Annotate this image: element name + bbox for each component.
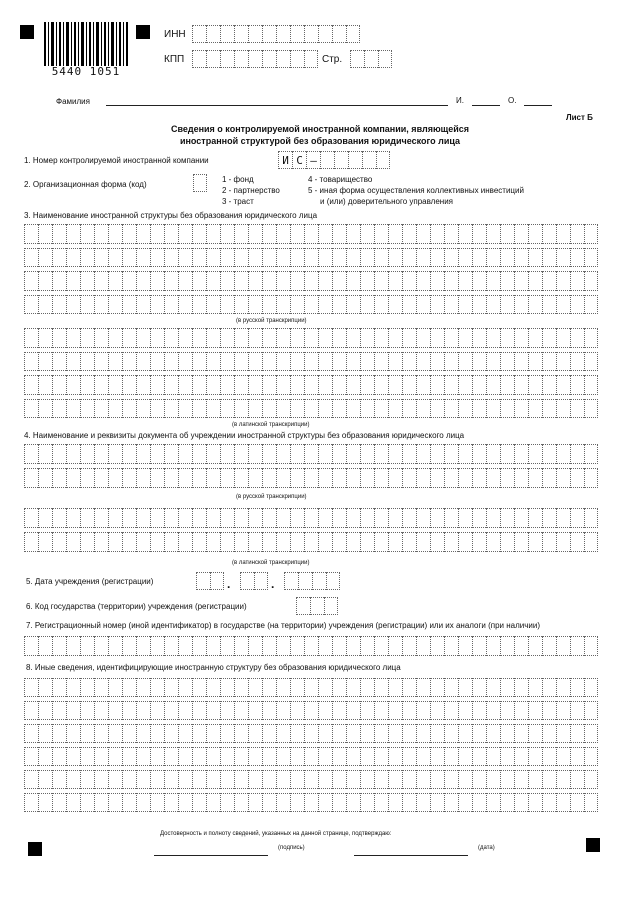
inn-cells[interactable]	[192, 25, 360, 43]
field4-ru-grid[interactable]	[24, 444, 600, 488]
field1-label: 1. Номер контролируемой иностранной компании	[24, 156, 209, 165]
field6-label: 6. Код государства (территории) учреждения (регистрации)	[26, 602, 247, 611]
field5-year-cells[interactable]	[284, 572, 340, 590]
grid-row[interactable]	[24, 678, 598, 697]
surname-field[interactable]	[106, 96, 448, 106]
field1-cells[interactable]	[278, 151, 390, 169]
initial-o-field[interactable]	[524, 96, 552, 106]
form-title-line2: иностранной структурой без образования юридического лица	[179, 136, 461, 146]
grid-row[interactable]	[24, 636, 598, 656]
corner-marker-top-left	[20, 25, 34, 39]
corner-marker-bottom-right	[586, 838, 600, 852]
grid-row[interactable]	[24, 375, 598, 395]
grid-row[interactable]	[24, 724, 598, 743]
sheet-label: Лист Б	[566, 113, 593, 122]
grid-row[interactable]	[24, 295, 598, 315]
grid-row[interactable]	[24, 352, 598, 372]
field2-option-5-cont: и (или) доверительного управления	[320, 197, 453, 206]
field4-lat-grid[interactable]	[24, 508, 600, 552]
corner-marker-bottom-left	[28, 842, 42, 856]
field4-label: 4. Наименование и реквизиты документа об учреждении иностранной структуры без образования юридического лица	[24, 431, 465, 440]
initial-i-field[interactable]	[472, 96, 500, 106]
field2-option-2: 2 - партнерство	[222, 186, 280, 195]
field5-separator-1: .	[227, 577, 231, 591]
confirm-text: Достоверность и полноту сведений, указанных на данной странице, подтверждаю:	[160, 831, 392, 837]
field2-option-5: 5 - иная форма осуществления коллективных инвестиций	[308, 186, 524, 195]
field5-day-cells[interactable]	[196, 572, 224, 590]
barcode	[44, 22, 128, 78]
initial-o-label: О.	[508, 96, 517, 105]
field7-label: 7. Регистрационный номер (иной идентификатор) в государстве (на территории) учреждения (регистрации) или их аналоги (при наличии)	[26, 621, 540, 630]
grid-row[interactable]	[24, 444, 598, 464]
grid-row[interactable]	[24, 793, 598, 812]
grid-row[interactable]	[24, 248, 598, 268]
field1-prefix-1: И	[278, 151, 292, 169]
field5-separator-2: .	[271, 577, 275, 591]
field3-lat-grid[interactable]	[24, 328, 600, 418]
grid-row[interactable]	[24, 468, 598, 488]
field1-prefix-3: –	[306, 151, 320, 169]
field2-option-4: 4 - товарищество	[308, 175, 373, 184]
signature-field[interactable]	[154, 845, 268, 856]
barcode-bars	[44, 22, 128, 66]
field4-ru-note: (в русской транскрипции)	[236, 494, 307, 500]
grid-row[interactable]	[24, 271, 598, 291]
grid-row[interactable]	[24, 747, 598, 766]
field8-label: 8. Иные сведения, идентифицирующие иностранную структуру без образования юридического лица	[26, 663, 401, 672]
date-label: (дата)	[478, 845, 495, 851]
surname-label: Фамилия	[56, 97, 90, 106]
field2-code-cell[interactable]	[193, 174, 207, 192]
grid-row[interactable]	[24, 328, 598, 348]
field4-lat-note: (в латинской транскрипции)	[232, 560, 310, 566]
grid-row[interactable]	[24, 532, 598, 552]
field5-label: 5. Дата учреждения (регистрации)	[26, 577, 154, 586]
field3-ru-grid[interactable]	[24, 224, 600, 314]
kpp-cells[interactable]	[192, 50, 318, 68]
field8-grid[interactable]	[24, 678, 600, 812]
field3-ru-note: (в русской транскрипции)	[236, 318, 307, 324]
signature-label: (подпись)	[278, 845, 305, 851]
grid-row[interactable]	[24, 399, 598, 419]
field2-label: 2. Организационная форма (код)	[24, 180, 147, 189]
grid-row[interactable]	[24, 224, 598, 244]
form-title-line1: Сведения о контролируемой иностранной компании, являющейся	[170, 124, 470, 134]
grid-row[interactable]	[24, 508, 598, 528]
grid-row[interactable]	[24, 770, 598, 789]
initial-i-label: И.	[456, 96, 464, 105]
corner-marker-top-right	[136, 25, 150, 39]
kpp-label: КПП	[164, 54, 185, 65]
field2-option-3: 3 - траст	[222, 197, 254, 206]
field1-prefix-2: С	[292, 151, 306, 169]
field5-month-cells[interactable]	[240, 572, 268, 590]
page-label: Стр.	[322, 54, 343, 65]
field6-code-cells[interactable]	[296, 597, 338, 615]
inn-label: ИНН	[164, 29, 186, 40]
field2-option-1: 1 - фонд	[222, 175, 254, 184]
date-field[interactable]	[354, 845, 468, 856]
field3-lat-note: (в латинской транскрипции)	[232, 422, 310, 428]
grid-row[interactable]	[24, 701, 598, 720]
field3-label: 3. Наименование иностранной структуры без образования юридического лица	[24, 211, 318, 220]
page-number-cells[interactable]	[350, 50, 392, 68]
barcode-number: 5440 1051	[51, 65, 121, 78]
field7-grid[interactable]	[24, 636, 600, 656]
